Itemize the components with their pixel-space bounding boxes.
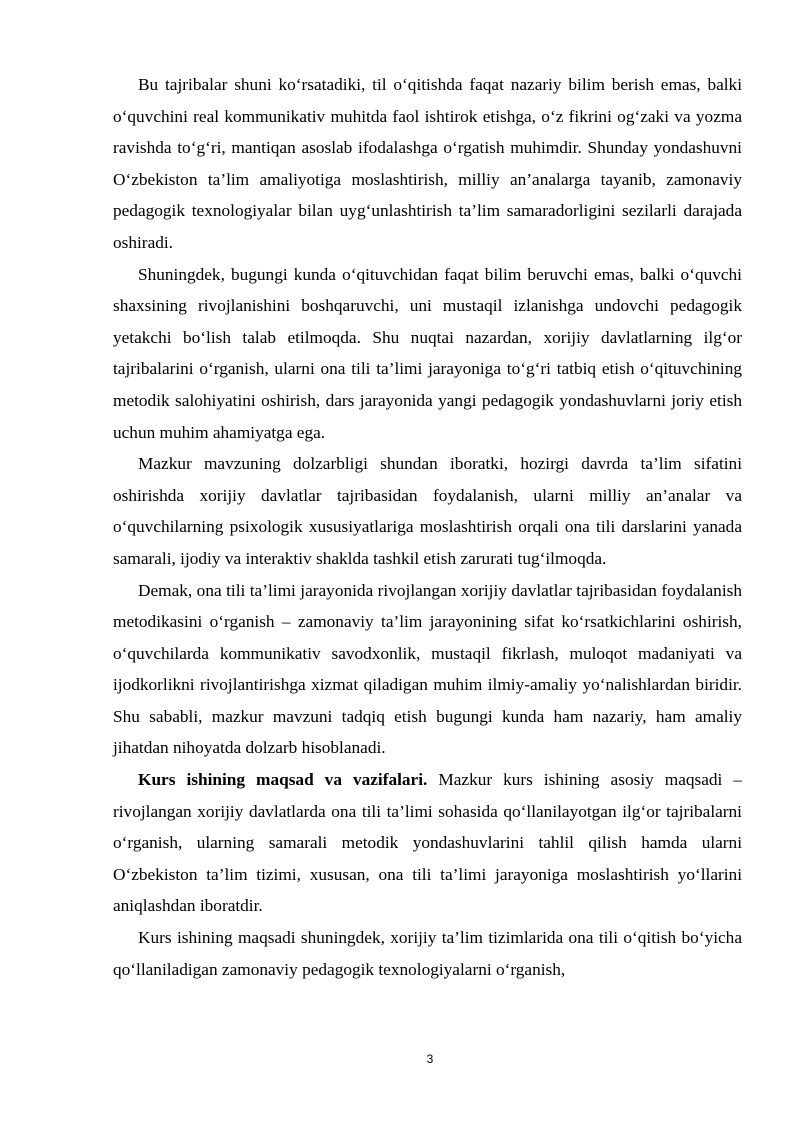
body-paragraph-6: Kurs ishining maqsadi shuningdek, xorijiy ta’lim tizimlarida ona tili o‘qitish bo‘yicha qo‘llaniladigan zamonaviy pedagogik texnologiyalarni o‘rganish, [113, 928, 742, 979]
body-paragraph-3: Mazkur mavzuning dolzarbligi shundan iboratki, hozirgi davrda ta’lim sifatini oshirishda xorijiy davlatlar tajribasidan foydalanish, ularni milliy an’analar va o‘quvchilarning psixologik xususiyatlariga moslashtirish orqali ona tili darslarini yanada samarali, ijodiy va interaktiv shaklda tashkil etish zarurati tug‘ilmoqda. [113, 454, 742, 568]
body-paragraph-4: Demak, ona tili ta’limi jarayonida rivojlangan xorijiy davlatlar tajribasidan foydalanish metodikasini o‘rganish – zamonaviy ta’lim jarayonining sifat ko‘rsatkichlarini oshirish, o‘quvchilarda kommunikativ savodxonlik, mustaqil fikrlash, muloqot madaniyati va ijodkorlikni rivojlantirishga xizmat qiladigan muhim ilmiy-amaliy yo‘nalishlardan biridir. Shu sababli, mazkur mavzuni tadqiq etish bugungi kunda ham nazariy, ham amaliy jihatdan nihoyatda dolzarb hisoblanadi. [113, 580, 742, 758]
body-paragraph-2: Shuningdek, bugungi kunda o‘qituvchidan faqat bilim beruvchi emas, balki o‘quvchi shaxsining rivojlanishini boshqaruvchi, uni mustaqil izlanishga undovchi pedagogik yetakchi bo‘lish talab etilmoqda. Shu nuqtai nazardan, xorijiy davlatlarning ilg‘or tajribalarini o‘rganish, ularni ona tili ta’limi jarayoniga to‘g‘ri tatbiq etish o‘qituvchining metodik salohiyatini oshirish, dars jarayonida yangi pedagogik yondashuvlarni joriy etish uchun muhim ahamiyatga ega. [113, 264, 742, 442]
section-heading-inline: Kurs ishining maqsad va vazifalari. [138, 770, 428, 790]
section-heading-text: Mazkur kurs ishining asosiy maqsadi – rivojlangan xorijiy davlatlarda ona tili ta’limi sohasida qo‘llanilayotgan ilg‘or tajribalarni o‘rganish, ularning samarali metodik yondashuvlarini tahlil qilish hamda ularni O‘zbekiston ta’lim tizimi, xususan, ona tili ta’limi jarayoniga moslashtirish yo‘llarini aniqlashdan iboratdir. [113, 770, 742, 916]
body-paragraph-5 [113, 764, 742, 922]
page-body [113, 69, 742, 985]
body-paragraph-1: Bu tajribalar shuni ko‘rsatadiki, til o‘qitishda faqat nazariy bilim berish emas, balki o‘quvchini real kommunikativ muhitda faol ishtirok etishga, o‘z fikrini og‘zaki va yozma ravishda to‘g‘ri, mantiqan asoslab ifodalashga o‘rgatish muhimdir. Shunday yondashuvni O‘zbekiston ta’lim amaliyotiga moslashtirish, milliy an’analarga tayanib, zamonaviy pedagogik texnologiyalar bilan uyg‘unlashtirish ta’lim samaradorligini sezilarli darajada oshiradi. [113, 75, 742, 252]
page-number: 3 [426, 1052, 434, 1066]
